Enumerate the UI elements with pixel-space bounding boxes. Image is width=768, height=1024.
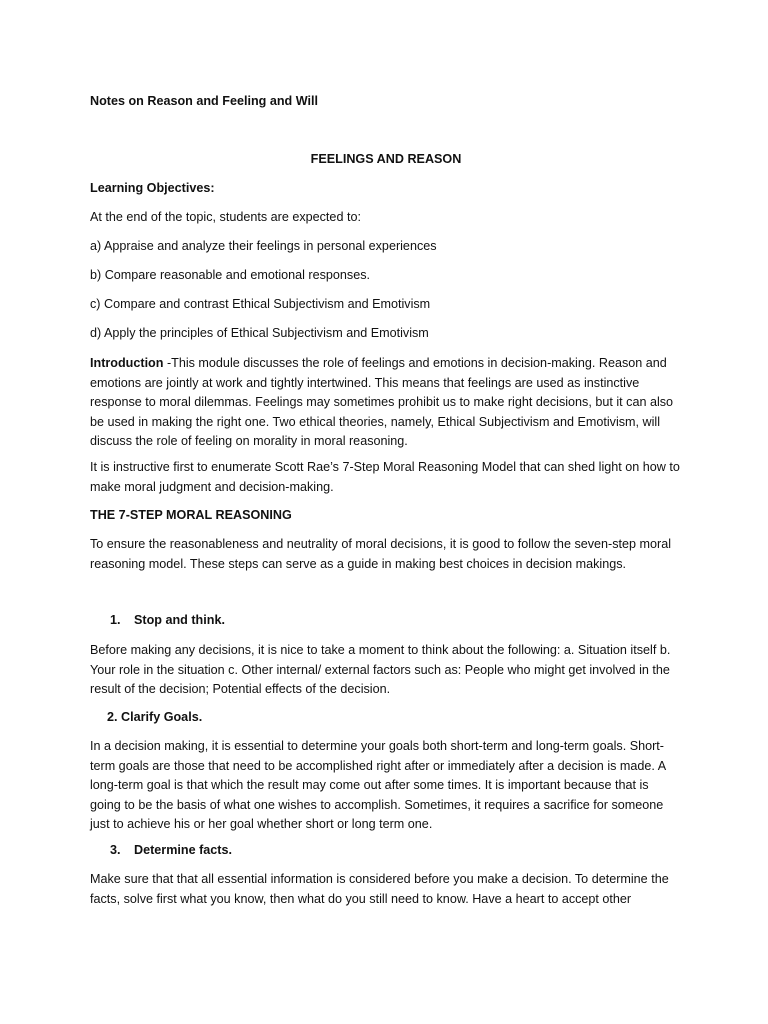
- introduction-paragraph: [90, 354, 682, 452]
- objective-item: c) Compare and contrast Ethical Subjectivism and Emotivism: [90, 297, 431, 311]
- objectives-intro: At the end of the topic, students are expected to:: [90, 210, 361, 224]
- step-number: 1.: [110, 613, 121, 627]
- step-title: Determine facts.: [134, 843, 232, 857]
- step-number: 3.: [110, 843, 121, 857]
- step-body: Before making any decisions, it is nice to take a moment to think about the following: a. Situation itself b. Your role in the situation c. Other internal/ external factors such as: People who might get involved in the result of the decision; Potential effects of the decision.: [90, 643, 671, 696]
- step-body: Make sure that that all essential information is considered before you make a decision. To determine the facts, solve first what you know, then what do you still need to know. Have a heart to accept other: [90, 872, 669, 906]
- document-title: Notes on Reason and Feeling and Will: [90, 94, 318, 108]
- introduction-text: -This module discusses the role of feelings and emotions in decision-making. Reason and emotions are jointly at work and tightly intertwined. This means that feelings are used as instinctive response to moral dilemmas. Feelings may sometimes prohibit us to make right decisions, but it can also be used in making the right one. Two ethical theories, namely, Ethical Subjectivism and Emotivism, will discuss the role of feeling on morality in moral reasoning.: [90, 356, 674, 448]
- instructive-paragraph: It is instructive first to enumerate Scott Rae’s 7-Step Moral Reasoning Model that can shed light on how to make moral judgment and decision-making.: [90, 460, 680, 494]
- section-heading: FEELINGS AND REASON: [310, 152, 462, 166]
- step-body: In a decision making, it is essential to determine your goals both short-term and long-term goals. Short-term goals are those that need to be accomplished right after or immediately after a decision is made. A long-term goal is that which the result may come out after some times. It is important because that is going to be the basis of what one wishes to accomplish. Sometimes, it requires a sacrifice for someone just to achieve his or her goal whether short or long term one.: [90, 739, 666, 831]
- introduction-label: Introduction: [90, 356, 164, 370]
- objective-item: d) Apply the principles of Ethical Subjectivism and Emotivism: [90, 326, 429, 340]
- objective-item: a) Appraise and analyze their feelings in personal experiences: [90, 239, 437, 253]
- model-intro-paragraph: To ensure the reasonableness and neutrality of moral decisions, it is good to follow the seven-step moral reasoning model. These steps can serve as a guide in making best choices in decision makings.: [90, 537, 672, 571]
- step-title: Stop and think.: [134, 613, 225, 627]
- step-title: 2. Clarify Goals.: [107, 710, 203, 724]
- objectives-heading: Learning Objectives:: [90, 181, 215, 195]
- model-heading: THE 7-STEP MORAL REASONING: [90, 508, 292, 522]
- objective-item: b) Compare reasonable and emotional responses.: [90, 268, 371, 282]
